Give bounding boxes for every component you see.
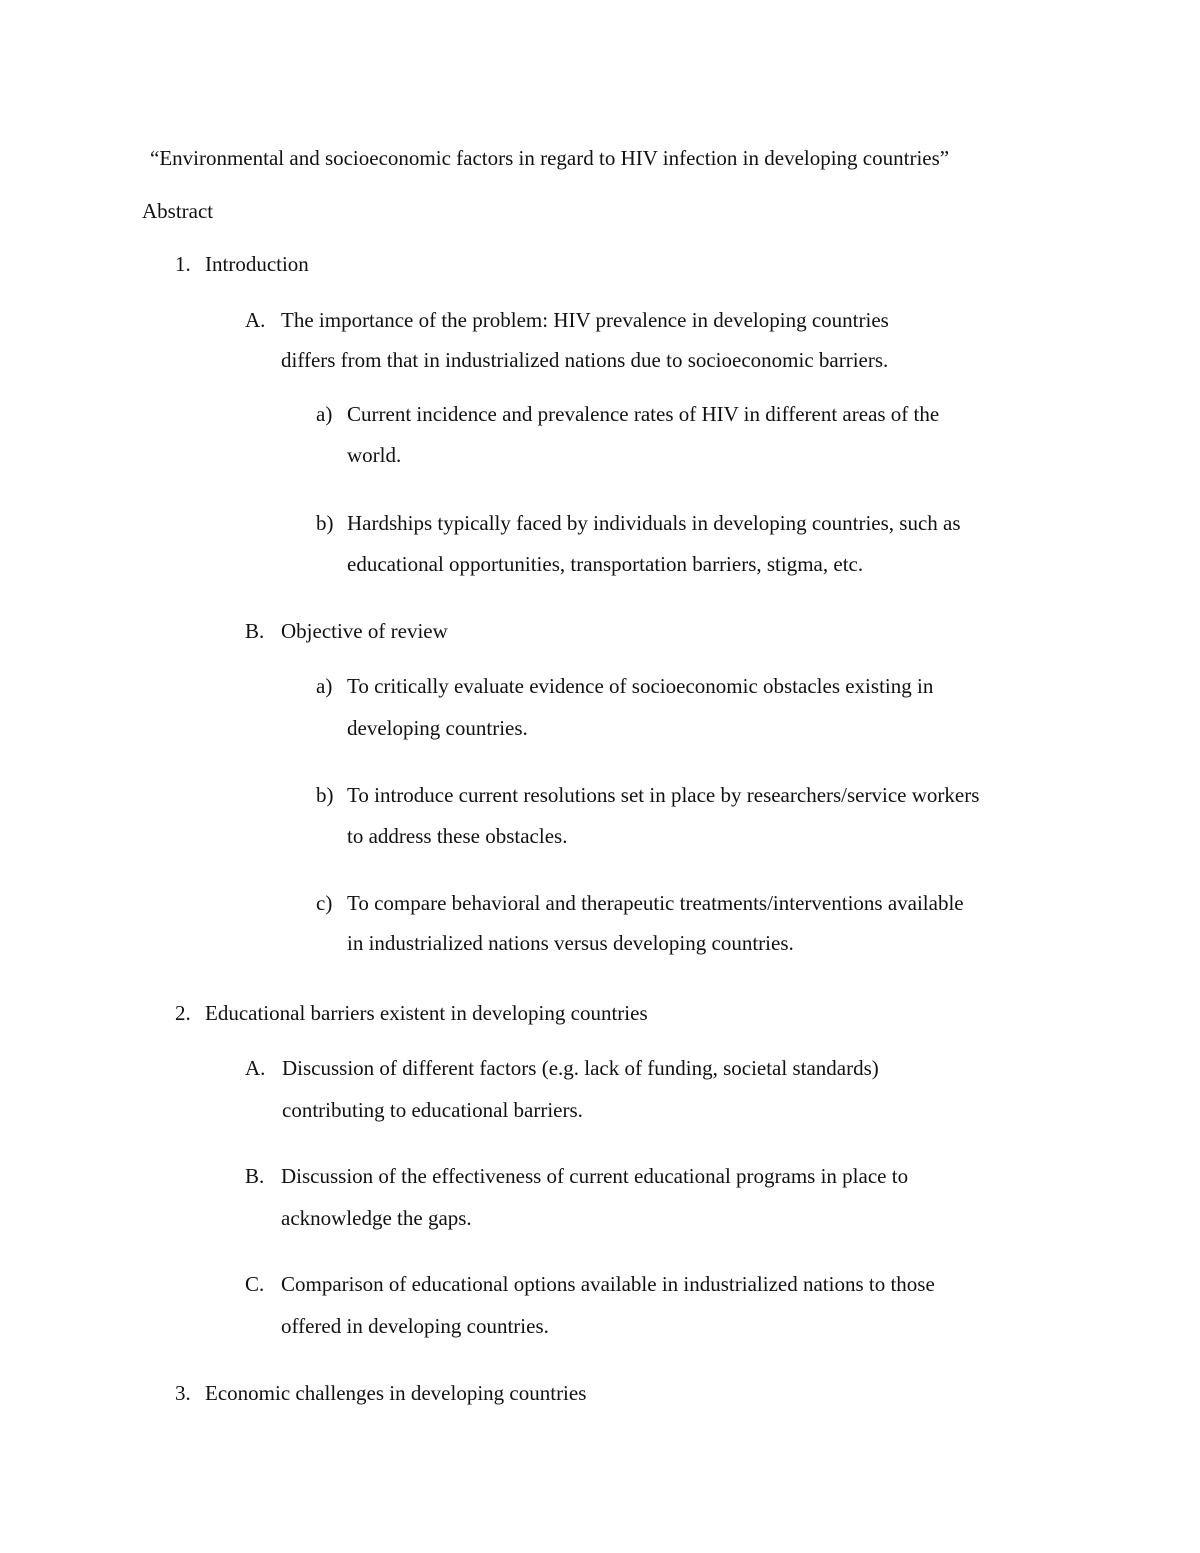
section-1-item-a-cont: differs from that in industrialized nations due to socioeconomic barriers.	[281, 348, 889, 372]
section-2-item-c-cont: offered in developing countries.	[281, 1314, 549, 1338]
item-text: Objective of review	[281, 619, 448, 643]
section-1-item-b-sub-b-cont: to address these obstacles.	[347, 824, 568, 848]
section-2-item-a	[245, 1054, 879, 1082]
subitem-text: To critically evaluate evidence of socioeconomic obstacles existing in	[347, 674, 934, 698]
section-2-item-b-cont: acknowledge the gaps.	[281, 1206, 472, 1230]
section-2-item-c	[245, 1270, 935, 1298]
list-marker: b)	[316, 511, 334, 535]
section-1-item-b-sub-a-cont: developing countries.	[347, 716, 528, 740]
list-marker: C.	[245, 1272, 265, 1296]
section-1-heading	[175, 250, 309, 278]
section-1-item-b-sub-c-cont: in industrialized nations versus developing countries.	[347, 931, 794, 955]
list-marker: c)	[316, 891, 333, 915]
subitem-text: To compare behavioral and therapeutic treatments/interventions available	[347, 891, 964, 915]
section-1-item-a-sub-a	[316, 400, 939, 428]
list-marker: A.	[245, 308, 266, 332]
list-marker: A.	[245, 1056, 266, 1080]
list-marker: 3.	[175, 1381, 191, 1405]
abstract-heading: Abstract	[142, 199, 214, 223]
list-marker: a)	[316, 674, 333, 698]
item-text: Comparison of educational options available in industrialized nations to those	[281, 1272, 935, 1296]
subitem-text: Current incidence and prevalence rates of HIV in different areas of the	[347, 402, 940, 426]
document-title: “Environmental and socioeconomic factors in regard to HIV infection in developing countries”	[150, 146, 950, 170]
section-2-item-b	[245, 1162, 908, 1190]
list-marker: a)	[316, 402, 333, 426]
item-text: Discussion of the effectiveness of current educational programs in place to	[281, 1164, 909, 1188]
section-heading-text: Introduction	[205, 252, 309, 276]
section-2-item-a-cont: contributing to educational barriers.	[282, 1098, 583, 1122]
subitem-text: Hardships typically faced by individuals in developing countries, such as	[347, 511, 961, 535]
item-text: Discussion of different factors (e.g. lack of funding, societal standards)	[282, 1056, 879, 1080]
list-marker: b)	[316, 783, 334, 807]
list-marker: B.	[245, 619, 265, 643]
section-3-heading	[175, 1379, 586, 1407]
section-2-heading	[175, 999, 648, 1027]
section-1-item-a-sub-a-cont: world.	[347, 443, 402, 467]
subitem-text: To introduce current resolutions set in place by researchers/service workers	[347, 783, 980, 807]
section-1-item-b-sub-b	[316, 781, 979, 809]
section-heading-text: Educational barriers existent in developing countries	[205, 1001, 648, 1025]
list-marker: 2.	[175, 1001, 191, 1025]
list-marker: 1.	[175, 252, 191, 276]
section-1-item-b-sub-c	[316, 889, 964, 917]
list-marker: B.	[245, 1164, 265, 1188]
section-1-item-a-sub-b-cont: educational opportunities, transportation barriers, stigma, etc.	[347, 552, 864, 576]
section-1-item-b	[245, 617, 448, 645]
section-1-item-a	[245, 306, 889, 334]
section-heading-text: Economic challenges in developing countries	[205, 1381, 587, 1405]
item-text: The importance of the problem: HIV prevalence in developing countries	[281, 308, 889, 332]
section-1-item-b-sub-a	[316, 672, 933, 700]
section-1-item-a-sub-b	[316, 509, 961, 537]
